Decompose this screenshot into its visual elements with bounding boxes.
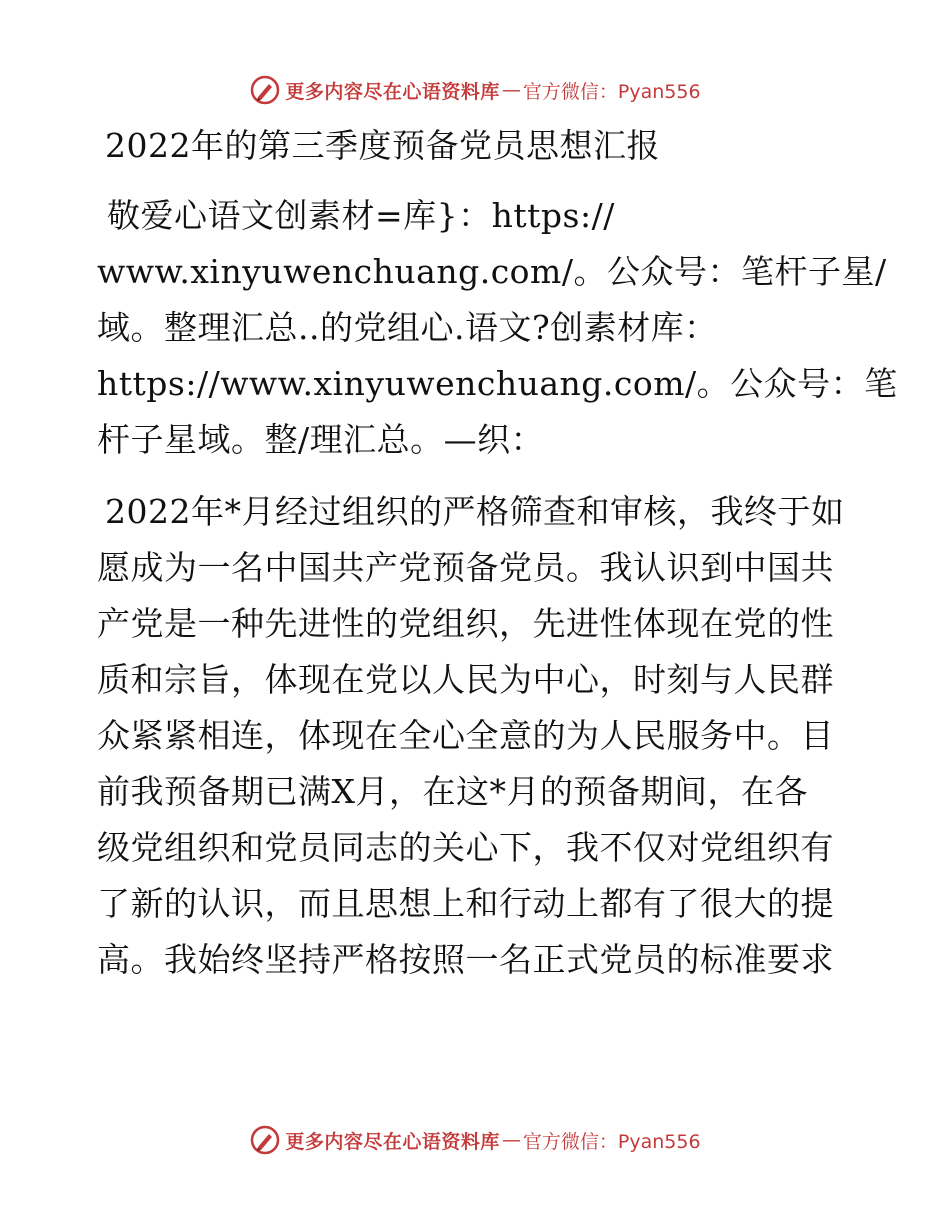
banner-contact: 官方微信：Pyan556 bbox=[522, 1130, 701, 1153]
document-title: 2022年的第三季度预备党员思想汇报 bbox=[105, 126, 660, 165]
body-line: 前我预备期已满X月，在这*月的预备期间，在各 bbox=[97, 772, 808, 811]
pen-logo-icon bbox=[249, 74, 281, 106]
footer-watermark-banner bbox=[0, 1120, 950, 1160]
body-line: 高。我始终坚持严格按照一名正式党员的标准要求 bbox=[97, 940, 834, 979]
intro-line: https://www.xinyuwenchuang.com/。公众号：笔 bbox=[97, 364, 898, 403]
body-paragraph bbox=[97, 484, 857, 988]
document-body bbox=[97, 118, 898, 988]
banner-text: 更多内容尽在心语资料库 bbox=[285, 1130, 500, 1153]
body-line: 2022年*月经过组织的严格筛查和审核，我终于如 bbox=[105, 492, 845, 531]
intro-line: 域。整理汇总..的党组心.语文?创素材库： bbox=[97, 308, 718, 347]
pen-logo-icon bbox=[249, 1124, 281, 1156]
body-line: 众紧紧相连，体现在全心全意的为人民服务中。目 bbox=[97, 716, 834, 755]
paragraph-gap bbox=[97, 468, 857, 484]
body-line: 愿成为一名中国共产党预备党员。我认识到中国共 bbox=[97, 548, 834, 587]
intro-line: www.xinyuwenchuang.com/。公众号：笔杆子星/ bbox=[97, 252, 887, 291]
banner-contact: 官方微信：Pyan556 bbox=[522, 80, 701, 103]
intro-line: 杆子星域。整/理汇总。—织： bbox=[97, 420, 545, 459]
header-watermark-banner bbox=[0, 70, 950, 110]
banner-separator: — bbox=[501, 1129, 521, 1151]
body-line: 产党是一种先进性的党组织，先进性体现在党的性 bbox=[97, 604, 834, 643]
banner-separator: — bbox=[501, 79, 521, 101]
intro-paragraph bbox=[97, 188, 898, 468]
banner-text: 更多内容尽在心语资料库 bbox=[285, 80, 500, 103]
body-line: 质和宗旨，体现在党以人民为中心，时刻与人民群 bbox=[97, 660, 834, 699]
intro-line: 敬爱心语文创素材=库}：https:// bbox=[107, 196, 615, 235]
body-line: 了新的认识，而且思想上和行动上都有了很大的提 bbox=[97, 884, 834, 923]
body-line: 级党组织和党员同志的关心下，我不仅对党组织有 bbox=[97, 828, 834, 867]
